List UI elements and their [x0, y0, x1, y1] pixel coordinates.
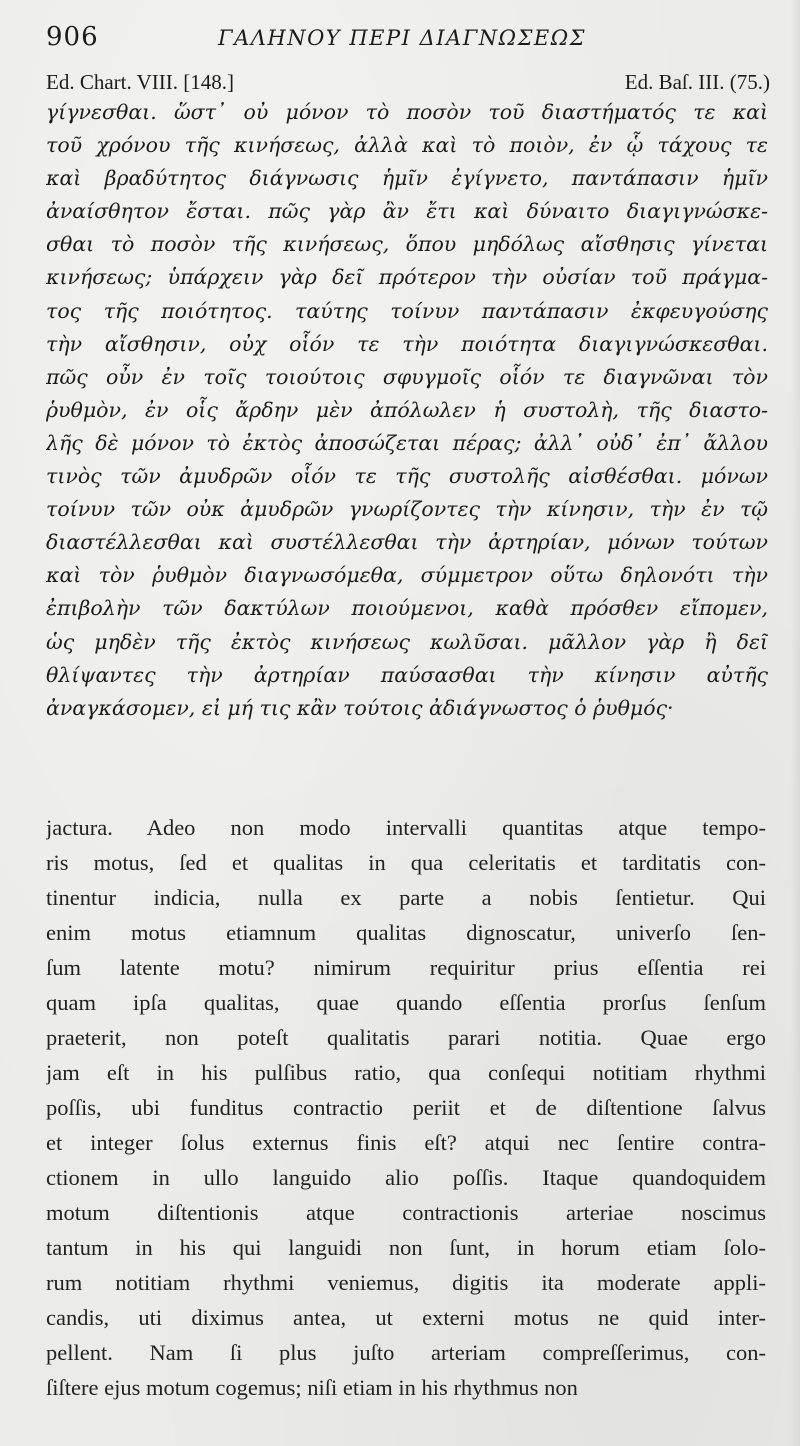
latin-text-line: praeterit, non poteſt qualitatis parari notitia. Quae ergo — [46, 1025, 766, 1050]
greek-text-line: τινὸς τῶν ἀμυδρῶν οἷόν τε τῆς συστολῆς αἰσθέσθαι. μόνων — [46, 464, 768, 489]
page-header — [46, 22, 772, 62]
greek-text-line: ἀναγκάσομεν, εἰ μή τις κἂν τούτοις ἀδιάγνωστος ὁ ῥυθμός· — [46, 695, 674, 720]
latin-text-line: et integer ſolus externus finis eſt? atqui nec ſentire contra- — [46, 1130, 766, 1155]
greek-text-line: λῆς δὲ μόνον τὸ ἐκτὸς ἀποσώζεται πέρας; ἀλλ᾽ οὐδ᾽ ἐπ᾽ ἄλλου — [46, 430, 768, 455]
greek-text-block — [46, 96, 768, 725]
page-number: 906 — [46, 22, 99, 52]
greek-text-line: ἀναίσθητον ἔσται. πῶς γὰρ ἂν ἔτι καὶ δύναιτο διαγιγνώσκε- — [46, 199, 768, 224]
page-edge-shadow — [790, 0, 800, 1446]
greek-text-line: πῶς οὖν ἐν τοῖς τοιούτοις σφυγμοῖς οἷόν τε διαγνῶναι τὸν — [46, 364, 768, 389]
latin-text-line: quam ipſa qualitas, quae quando eſſentia prorſus ſenſum — [46, 990, 766, 1015]
greek-text-line: ῥυθμὸν, ἐν οἷς ἄρδην μὲν ἀπόλωλεν ἡ συστολὴ, τῆς διαστο- — [46, 397, 768, 422]
latin-text-line: jactura. Adeo non modo intervalli quantitas atque tempo- — [46, 815, 766, 840]
greek-text-line: καὶ τὸν ῥυθμὸν διαγνωσόμεθα, σύμμετρον οὕτω δηλονότι τὴν — [46, 563, 768, 588]
latin-text-block — [46, 810, 766, 1405]
latin-text-line: ſum latente motu? nimirum requiritur prius eſſentia rei — [46, 955, 766, 980]
greek-text-line: γίγνεσθαι. ὥστ᾽ οὐ μόνον τὸ ποσὸν τοῦ διαστήματός τε καὶ — [46, 100, 768, 124]
latin-text-line: ctionem in ullo languido alio poſſis. Itaque quandoquidem — [46, 1165, 766, 1190]
greek-text-line: διαστέλλεσθαι καὶ συστέλλεσθαι τὴν ἀρτηρίαν, μόνων τούτων — [46, 530, 768, 555]
greek-text-line: καὶ βραδύτητος διάγνωσις ἡμῖν ἐγίγνετο, παντάπασιν ἡμῖν — [46, 166, 768, 191]
running-title: ΓΑΛΗΝΟΥ ΠΕΡΙ ΔΙΑΓΝΩΣΕΩΣ — [218, 26, 587, 50]
edition-ref-basel: Ed. Baſ. III. (75.) — [624, 70, 770, 94]
latin-text-line: motum diſtentionis atque contractionis arteriae noscimus — [46, 1200, 766, 1225]
greek-text-line: κινήσεως; ὑπάρχειν γὰρ δεῖ πρότερον τὴν οὐσίαν τοῦ πράγμα- — [46, 265, 768, 290]
greek-text-line: τοίνυν τῶν οὐκ ἀμυδρῶν γνωρίζοντες τὴν κίνησιν, τὴν ἐν τῷ — [46, 497, 768, 522]
latin-text-line: enim motus etiamnum qualitas dignoscatur, univerſo ſen- — [46, 920, 766, 945]
edition-references — [46, 70, 770, 98]
greek-text-line: θλίψαντες τὴν ἀρτηρίαν παύσασθαι τὴν κίνησιν αὐτῆς — [46, 662, 768, 687]
greek-text-line: τος τῆς ποιότητος. ταύτης τοίνυν παντάπασιν ἐκφευγούσης — [46, 298, 768, 323]
latin-text-line: tinentur indicia, nulla ex parte a nobis ſentietur. Qui — [46, 885, 766, 910]
latin-text-line: pellent. Nam ſi plus juſto arteriam compreſſerimus, con- — [46, 1340, 766, 1365]
greek-text-line: τοῦ χρόνου τῆς κινήσεως, ἀλλὰ καὶ τὸ ποιὸν, ἐν ᾧ τάχους τε — [46, 133, 768, 158]
latin-text-line: ſiſtere ejus motum cogemus; niſi etiam in his rhythmus non — [46, 1375, 578, 1400]
edition-ref-chartier: Ed. Chart. VIII. [148.] — [46, 70, 234, 94]
greek-text-line: τὴν αἴσθησιν, οὐχ οἷόν τε τὴν ποιότητα διαγιγνώσκεσθαι. — [46, 331, 768, 356]
latin-text-line: ris motus, ſed et qualitas in qua celeritatis et tarditatis con- — [46, 850, 766, 875]
greek-text-line: σθαι τὸ ποσὸν τῆς κινήσεως, ὅπου μηδόλως αἴσθησις γίνεται — [46, 232, 768, 257]
latin-text-line: rum notitiam rhythmi veniemus, digitis ita moderate appli- — [46, 1270, 766, 1295]
latin-text-line: candis, uti diximus antea, ut externi motus ne quid inter- — [46, 1305, 766, 1330]
latin-text-line: poſſis, ubi funditus contractio periit et de diſtentione ſalvus — [46, 1095, 766, 1120]
greek-text-line: ὡς μηδὲν τῆς ἐκτὸς κινήσεως κωλῦσαι. μᾶλλον γὰρ ἢ δεῖ — [46, 629, 768, 654]
greek-text-line: ἐπιβολὴν τῶν δακτύλων ποιούμενοι, καθὰ πρόσθεν εἴπομεν, — [46, 596, 768, 621]
latin-text-line: tantum in his qui languidi non ſunt, in horum etiam ſolo- — [46, 1235, 766, 1260]
latin-text-line: jam eſt in his pulſibus ratio, qua conſequi notitiam rhythmi — [46, 1060, 766, 1085]
